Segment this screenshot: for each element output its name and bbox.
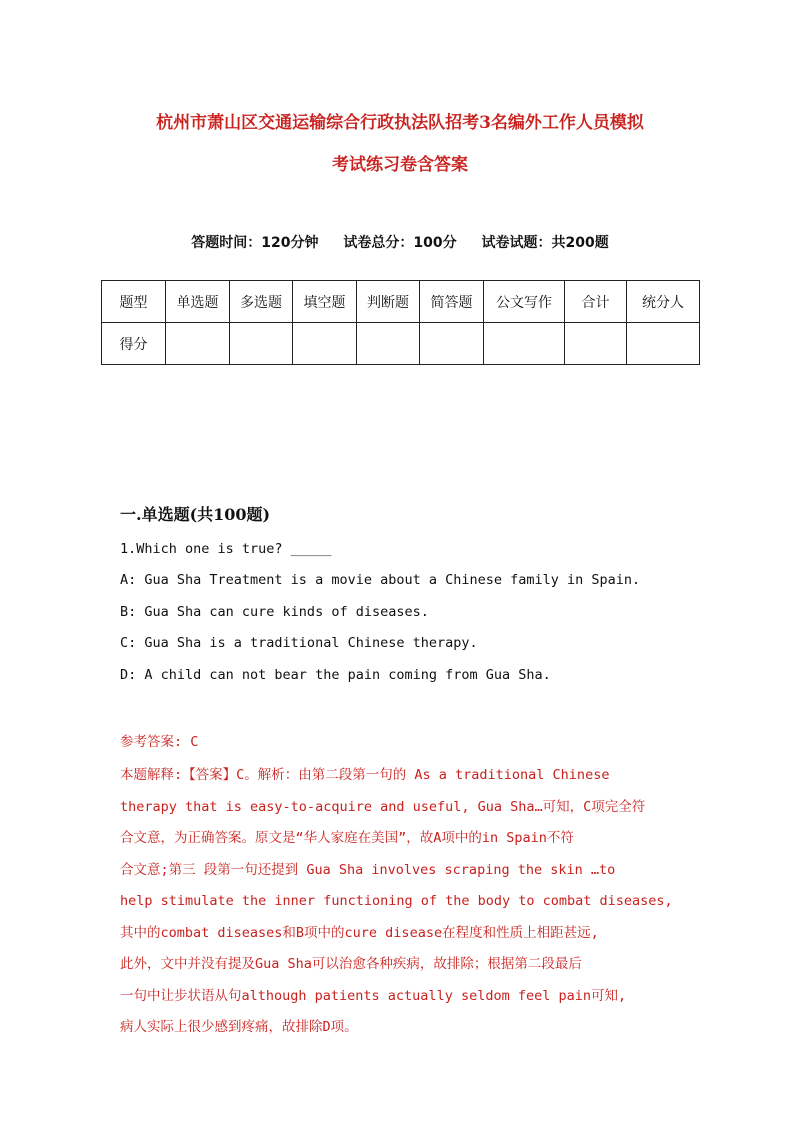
question-stem: 1.Which one is true? _____ — [120, 541, 332, 557]
explanation-line: 一句中让步状语从句although patients actually seldom feel pain可知, — [120, 987, 627, 1004]
score-header-cell: 合计 — [565, 281, 627, 323]
score-cell — [293, 323, 357, 365]
explanation-line: 本题解释:【答案】C。解析：由第二段第一句的 As a traditional Chinese — [120, 767, 610, 783]
score-header-cell: 题型 — [102, 281, 166, 323]
score-header-cell: 多选题 — [230, 281, 293, 323]
explanation-line: therapy that is easy-to-acquire and useful, Gua Sha…可知，C项完全符 — [120, 798, 646, 815]
score-cell — [230, 323, 293, 365]
score-cell — [420, 323, 484, 365]
score-header-cell: 简答题 — [420, 281, 484, 323]
score-header-cell: 判断题 — [357, 281, 420, 323]
score-header-cell: 统分人 — [627, 281, 700, 323]
option-a: A: Gua Sha Treatment is a movie about a Chinese family in Spain. — [120, 572, 641, 588]
reference-answer: 参考答案: C — [120, 734, 199, 750]
score-row-label: 得分 — [102, 323, 166, 365]
option-c: C: Gua Sha is a traditional Chinese therapy. — [120, 635, 478, 651]
answer-explanation — [120, 760, 690, 1044]
score-cell — [357, 323, 420, 365]
explanation-line: 合文意，为正确答案。原文是“华人家庭在美国”，故A项中的in Spain不符 — [120, 830, 574, 846]
explanation-line: 其中的combat diseases和B项中的cure disease在程度和性质上相距甚远, — [120, 924, 599, 941]
score-table-score-row — [102, 323, 700, 365]
score-table-header-row — [102, 281, 700, 323]
exam-question-count: 试卷试题：共200题 — [481, 235, 609, 251]
score-header-cell: 公文写作 — [484, 281, 565, 323]
option-b: B: Gua Sha can cure kinds of diseases. — [120, 604, 429, 620]
score-header-cell: 填空题 — [293, 281, 357, 323]
explanation-line: help stimulate the inner functioning of the body to combat diseases, — [120, 893, 673, 909]
score-table — [101, 280, 700, 365]
explanation-line: 合文意;第三 段第一句还提到 Gua Sha involves scraping the skin …to — [120, 861, 616, 878]
explanation-line: 此外，文中并没有提及Gua Sha可以治愈各种疾病，故排除；根据第二段最后 — [120, 956, 582, 972]
exam-meta — [60, 232, 740, 252]
score-cell — [484, 323, 565, 365]
exam-title-line-1: 杭州市萧山区交通运输综合行政执法队招考3名编外工作人员模拟 — [156, 113, 644, 133]
score-cell — [627, 323, 700, 365]
explanation-line: 病人实际上很少感到疼痛，故排除D项。 — [120, 1019, 358, 1035]
section-title: 一.单选题(共100题) — [120, 505, 271, 524]
score-cell — [166, 323, 230, 365]
exam-time: 答题时间：120分钟 — [191, 235, 319, 251]
exam-total-score: 试卷总分：100分 — [343, 235, 457, 251]
option-d: D: A child can not bear the pain coming from Gua Sha. — [120, 667, 551, 683]
score-cell — [565, 323, 627, 365]
score-header-cell: 单选题 — [166, 281, 230, 323]
exam-title-line-2: 考试练习卷含答案 — [332, 155, 468, 175]
